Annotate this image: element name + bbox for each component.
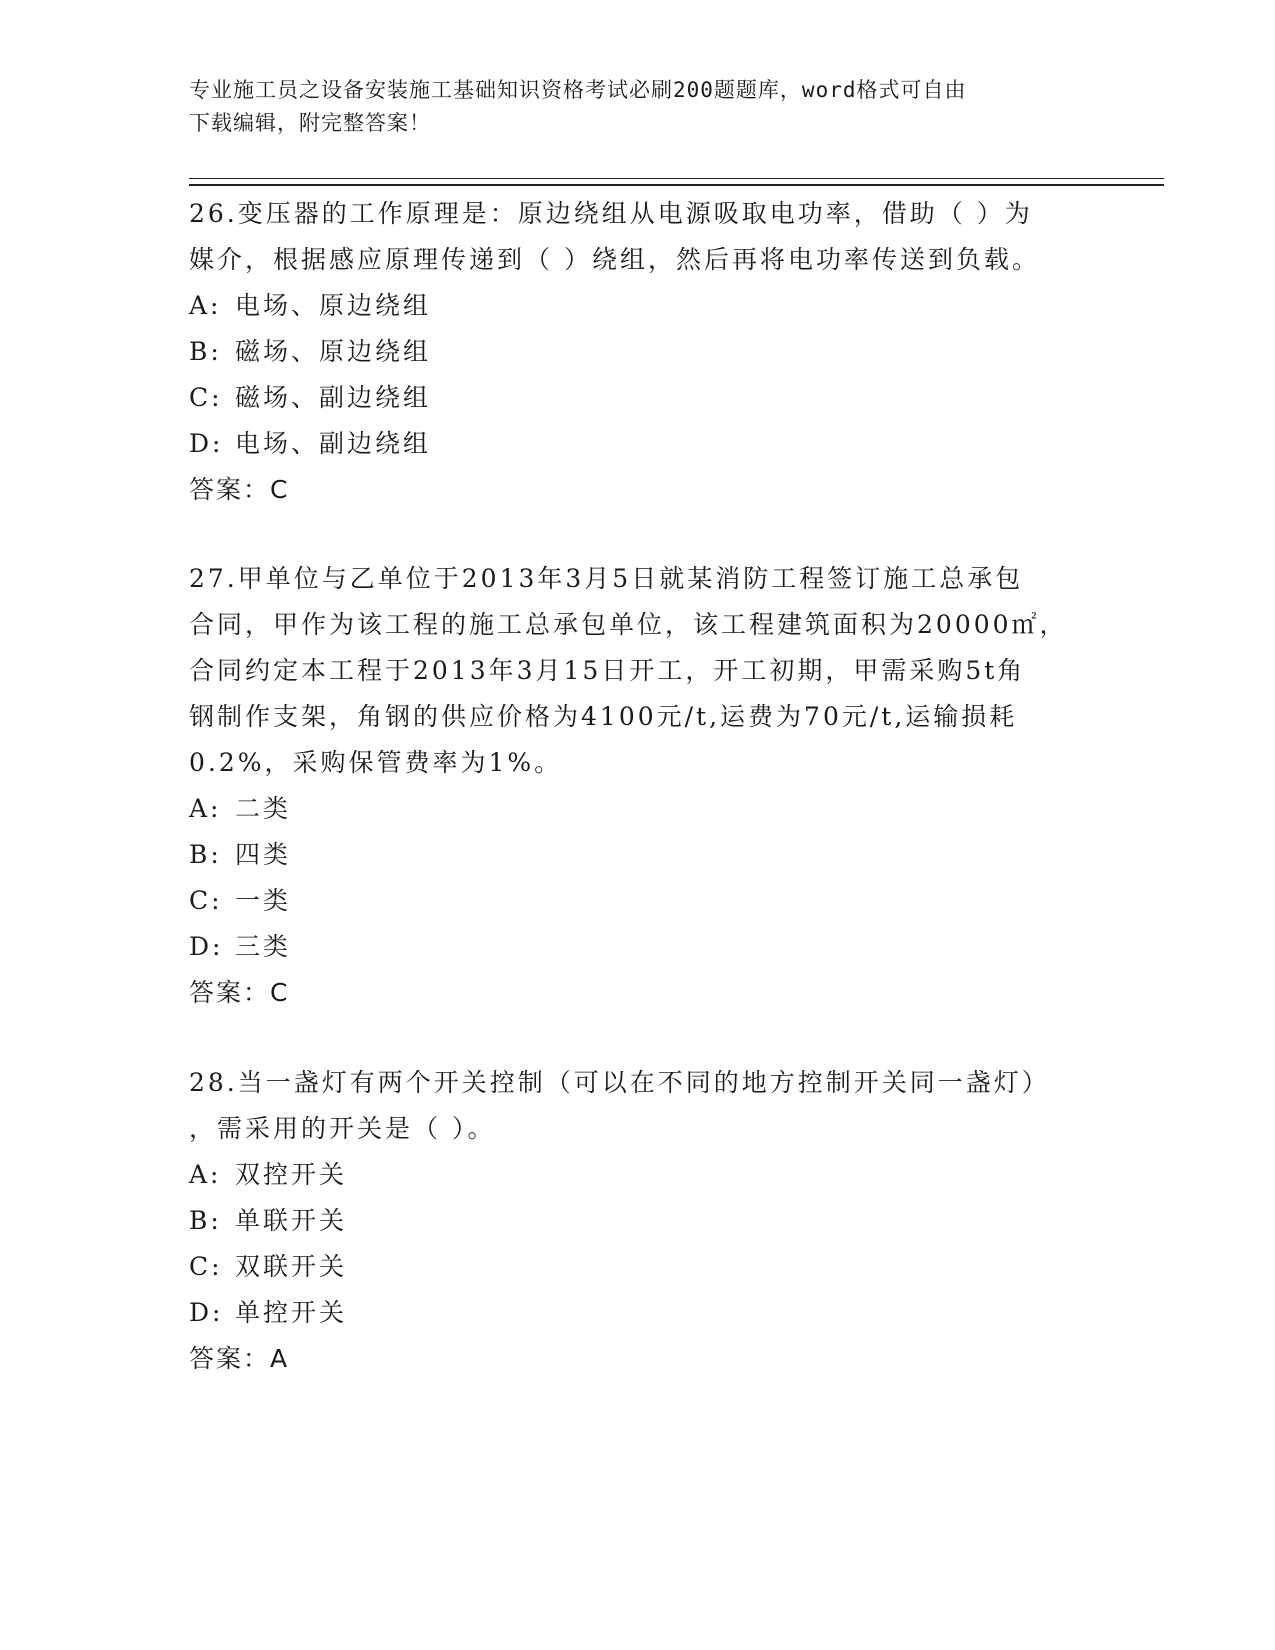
option-a xyxy=(189,1152,1089,1198)
option-text: 一类 xyxy=(235,886,292,915)
question-26 xyxy=(189,191,1089,513)
option-text: 双联开关 xyxy=(235,1252,348,1281)
option-key: A: xyxy=(189,1160,222,1189)
option-b xyxy=(189,832,1089,878)
question-stem-line: 28.当一盏灯有两个开关控制（可以在不同的地方控制开关同一盏灯） xyxy=(189,1068,1050,1097)
option-a xyxy=(189,786,1089,832)
option-c xyxy=(189,375,1089,421)
option-d xyxy=(189,924,1089,970)
option-text: 四类 xyxy=(235,840,292,869)
option-text: 单控开关 xyxy=(235,1298,348,1327)
answer-line: 答案：C xyxy=(189,978,290,1007)
option-text: 双控开关 xyxy=(235,1160,348,1189)
question-stem-line: 合同约定本工程于2013年3月15日开工，开工初期，甲需采购5t角 xyxy=(189,656,1026,685)
header-divider-thick xyxy=(189,184,1164,186)
option-key: C: xyxy=(189,383,223,412)
option-text: 电场、副边绕组 xyxy=(235,429,432,458)
option-key: B: xyxy=(189,840,222,869)
header-line-2: 下载编辑，附完整答案！ xyxy=(189,111,431,135)
option-key: A: xyxy=(189,794,222,823)
header-line-1: 专业施工员之设备安装施工基础知识资格考试必刷200题题库，word格式可自由 xyxy=(189,78,967,102)
question-28 xyxy=(189,1060,1089,1382)
answer-line: 答案：A xyxy=(189,1344,290,1373)
question-stem-line: 0.2%，采购保管费率为1%。 xyxy=(189,748,563,777)
answer-line: 答案：C xyxy=(189,475,290,504)
option-key: D: xyxy=(189,1298,224,1327)
question-stem-line: 27.甲单位与乙单位于2013年3月5日就某消防工程签订施工总承包 xyxy=(189,564,1024,593)
option-c xyxy=(189,1244,1089,1290)
option-key: D: xyxy=(189,932,224,961)
option-text: 二类 xyxy=(235,794,292,823)
question-stem-line: ，需采用的开关是（ ）。 xyxy=(189,1114,496,1143)
option-text: 三类 xyxy=(235,932,292,961)
option-key: C: xyxy=(189,1252,223,1281)
option-text: 单联开关 xyxy=(235,1206,348,1235)
option-key: D: xyxy=(189,429,224,458)
option-key: B: xyxy=(189,1206,222,1235)
question-stem-line: 媒介，根据感应原理传递到（ ）绕组，然后再将电功率传送到负载。 xyxy=(189,245,1040,274)
header-divider-thin xyxy=(189,178,1164,179)
option-d xyxy=(189,421,1089,467)
question-stem-line: 合同，甲作为该工程的施工总承包单位，该工程建筑面积为20000㎡， xyxy=(189,610,1068,639)
option-text: 磁场、副边绕组 xyxy=(235,383,432,412)
option-key: A: xyxy=(189,291,222,320)
option-b xyxy=(189,329,1089,375)
question-stem-line: 钢制作支架，角钢的供应价格为4100元/t,运费为70元/t,运输损耗 xyxy=(189,702,1018,731)
option-d xyxy=(189,1290,1089,1336)
option-b xyxy=(189,1198,1089,1244)
document-header xyxy=(189,74,1069,140)
question-27 xyxy=(189,556,1089,1016)
option-a xyxy=(189,283,1089,329)
option-text: 磁场、原边绕组 xyxy=(235,337,432,366)
question-stem-line: 26.变压器的工作原理是：原边绕组从电源吸取电功率，借助（ ）为 xyxy=(189,199,1033,228)
option-key: C: xyxy=(189,886,223,915)
option-c xyxy=(189,878,1089,924)
option-text: 电场、原边绕组 xyxy=(235,291,432,320)
option-key: B: xyxy=(189,337,222,366)
